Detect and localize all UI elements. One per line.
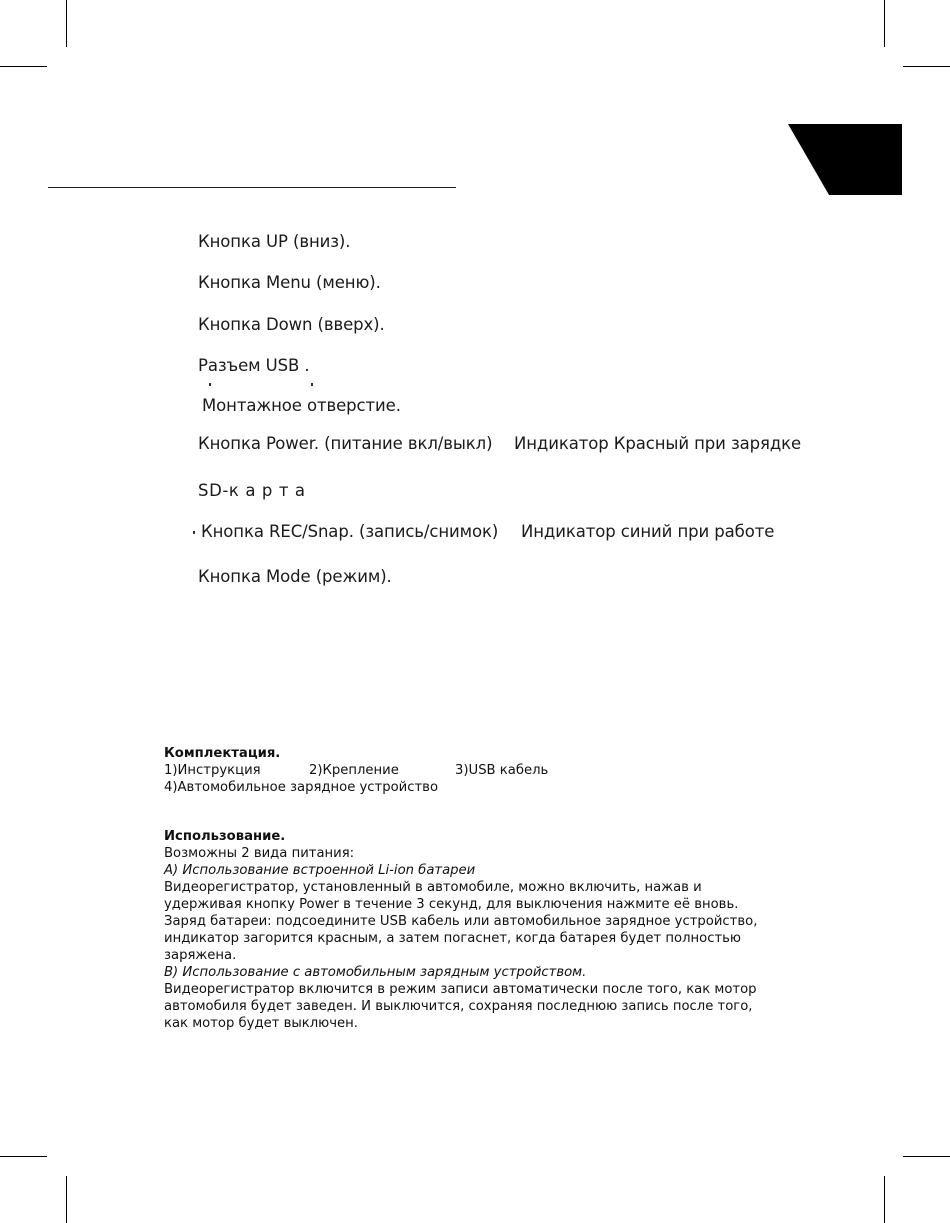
crop-mark-bottom-right-horizontal (903, 1156, 950, 1157)
usage-paragraph-line: удерживая кнопку Power в течение 3 секунд, для выключения нажмите её вновь. (164, 897, 739, 912)
usage-paragraph-line: как мотор будет выключен. (164, 1016, 358, 1031)
crop-mark-top-left-vertical (66, 0, 67, 47)
kit-item-instruction: 1)Инструкция (164, 763, 261, 778)
part-sd-card (198, 481, 306, 500)
speck (193, 531, 195, 534)
part-menu-button (198, 273, 381, 292)
speck (209, 383, 211, 386)
part-label: Монтажное отверстие. (202, 396, 401, 415)
usage-paragraph-line: индикатор загорится красным, а затем погаснет, когда батарея будет полностью (164, 931, 742, 946)
part-indicator-red: Индикатор Красный при зарядке (514, 434, 802, 453)
usage-paragraph-line: заряжена. (164, 948, 237, 963)
usage-subheading-car-charger: В) Использование с автомобильным зарядным устройством. (164, 965, 587, 980)
crop-mark-top-left-horizontal (0, 66, 47, 67)
part-label: Разъем USB . (198, 356, 310, 375)
kit-item-usb-cable: 3)USB кабель (455, 763, 549, 778)
speck (311, 383, 313, 386)
kit-section (164, 745, 804, 796)
usage-paragraph-line: Видеорегистратор, установленный в автомобиле, можно включить, нажав и (164, 880, 702, 895)
part-mode-button (198, 567, 392, 586)
usage-paragraph-line: Видеорегистратор включится в режим записи автоматически после того, как мотор (164, 982, 757, 997)
kit-heading: Комплектация. (164, 746, 281, 761)
kit-item-mount: 2)Крепление (309, 763, 399, 778)
crop-mark-bottom-left-horizontal (0, 1156, 47, 1157)
part-label: Кнопка UP (вниз). (198, 232, 351, 251)
header-rule (48, 187, 456, 188)
kit-items-row (164, 762, 804, 779)
usage-paragraph-line: автомобиля будет заведен. И выключится, сохраняя последнюю запись после того, (164, 999, 753, 1014)
usage-intro: Возможны 2 вида питания: (164, 846, 355, 861)
part-mounting-hole (202, 396, 401, 415)
usage-paragraph-line: Заряд батареи: подсоедините USB кабель или автомобильное зарядное устройство, (164, 914, 758, 929)
crop-mark-top-right-horizontal (903, 66, 950, 67)
kit-item-car-charger: 4)Автомобильное зарядное устройство (164, 780, 439, 795)
part-label: Кнопка Down (вверх). (198, 315, 385, 334)
part-down-button (198, 315, 385, 334)
part-label: SD-к а р т а (198, 481, 306, 500)
usage-heading: Использование. (164, 829, 286, 844)
part-rec-snap-button (201, 522, 775, 541)
crop-mark-top-right-vertical (884, 0, 885, 47)
part-label: Кнопка REC/Snap. (запись/снимок) (201, 522, 499, 541)
part-up-button (198, 232, 350, 251)
usage-subheading-battery: А) Использование встроенной Li-ion батареи (164, 863, 476, 878)
part-indicator-blue: Индикатор синий при работе (521, 522, 775, 541)
part-usb-port (198, 356, 310, 375)
part-label: Кнопка Power. (питание вкл/выкл) (198, 434, 493, 453)
crop-mark-bottom-left-vertical (66, 1176, 67, 1223)
part-label: Кнопка Menu (меню). (198, 273, 381, 292)
usage-section (164, 828, 804, 1032)
crop-mark-bottom-right-vertical (884, 1176, 885, 1223)
part-label: Кнопка Mode (режим). (198, 567, 392, 586)
page-tab-marker (788, 124, 902, 195)
part-power-button (198, 434, 802, 453)
